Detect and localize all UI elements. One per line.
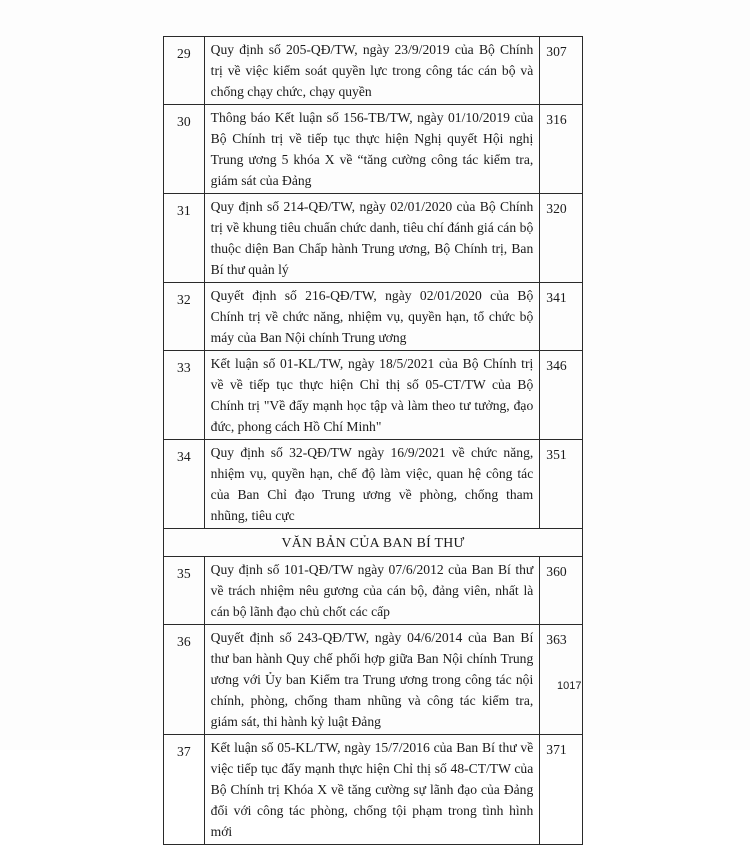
entry-page: 320 xyxy=(540,194,583,283)
table-row xyxy=(164,283,583,351)
section-heading: VĂN BẢN CỦA BAN BÍ THƯ xyxy=(164,529,583,557)
entry-number: 35 xyxy=(164,557,205,625)
entry-number: 29 xyxy=(164,37,205,105)
table-row xyxy=(164,37,583,105)
table-row xyxy=(164,351,583,440)
entry-page: 341 xyxy=(540,283,583,351)
table-row xyxy=(164,625,583,735)
page-number: 1017 xyxy=(557,680,582,692)
entry-number: 34 xyxy=(164,440,205,529)
table-row xyxy=(164,105,583,194)
entry-number: 33 xyxy=(164,351,205,440)
entry-number: 30 xyxy=(164,105,205,194)
entry-number: 36 xyxy=(164,625,205,735)
section-heading-row xyxy=(164,529,583,557)
table-row xyxy=(164,194,583,283)
entry-title: Kết luận số 01-KL/TW, ngày 18/5/2021 của Bộ Chính trị về về tiếp tục thực hiện Chỉ thị số 05-CT/TW của Bộ Chính trị "Về đẩy mạnh học tập và làm theo tư tưởng, đạo đức, phong cách Hồ Chí Minh" xyxy=(204,351,540,440)
table-of-contents xyxy=(163,36,583,845)
entry-title: Quy định số 205-QĐ/TW, ngày 23/9/2019 của Bộ Chính trị về việc kiểm soát quyền lực trong công tác cán bộ và chống chạy chức, chạy quyền xyxy=(204,37,540,105)
table-row xyxy=(164,440,583,529)
entry-title: Quy định số 214-QĐ/TW, ngày 02/01/2020 của Bộ Chính trị về khung tiêu chuẩn chức danh, tiêu chí đánh giá cán bộ thuộc diện Ban Chấp hành Trung ương, Bộ Chính trị, Ban Bí thư quản lý xyxy=(204,194,540,283)
entry-title: Thông báo Kết luận số 156-TB/TW, ngày 01/10/2019 của Bộ Chính trị về tiếp tục thực hiện Nghị quyết Hội nghị Trung ương 5 khóa X về “tăng cường công tác kiểm tra, giám sát của Đảng xyxy=(204,105,540,194)
entry-page: 307 xyxy=(540,37,583,105)
entry-page: 371 xyxy=(540,735,583,845)
entry-page: 351 xyxy=(540,440,583,529)
entry-number: 31 xyxy=(164,194,205,283)
entry-page: 346 xyxy=(540,351,583,440)
entry-title: Quyết định số 243-QĐ/TW, ngày 04/6/2014 của Ban Bí thư ban hành Quy chế phối hợp giữa Ban Nội chính Trung ương với Ủy ban Kiểm tra Trung ương trong công tác nội chính, phòng, chống tham nhũng và công tác kiểm tra, giám sát, thi hành kỷ luật Đảng xyxy=(204,625,540,735)
entry-title: Quyết định số 216-QĐ/TW, ngày 02/01/2020 của Bộ Chính trị về chức năng, nhiệm vụ, quyền hạn, tổ chức bộ máy của Ban Nội chính Trung ương xyxy=(204,283,540,351)
table-row xyxy=(164,735,583,845)
entry-title: Quy định số 32-QĐ/TW ngày 16/9/2021 về chức năng, nhiệm vụ, quyền hạn, chế độ làm việc, quan hệ công tác của Ban Chỉ đạo Trung ương về phòng, chống tham nhũng, tiêu cực xyxy=(204,440,540,529)
entry-number: 32 xyxy=(164,283,205,351)
entry-page: 360 xyxy=(540,557,583,625)
table-row xyxy=(164,557,583,625)
entry-page: 316 xyxy=(540,105,583,194)
entry-number: 37 xyxy=(164,735,205,845)
entry-page: 363 xyxy=(540,625,583,735)
entry-title: Quy định số 101-QĐ/TW ngày 07/6/2012 của Ban Bí thư về trách nhiệm nêu gương của cán bộ, đảng viên, nhất là cán bộ lãnh đạo chủ chốt các cấp xyxy=(204,557,540,625)
entry-title: Kết luận số 05-KL/TW, ngày 15/7/2016 của Ban Bí thư về việc tiếp tục đẩy mạnh thực hiện Chỉ thị số 48-CT/TW của Bộ Chính trị Khóa X về tăng cường sự lãnh đạo của Đảng đối với công tác phòng, chống tội phạm trong tình hình mới xyxy=(204,735,540,845)
